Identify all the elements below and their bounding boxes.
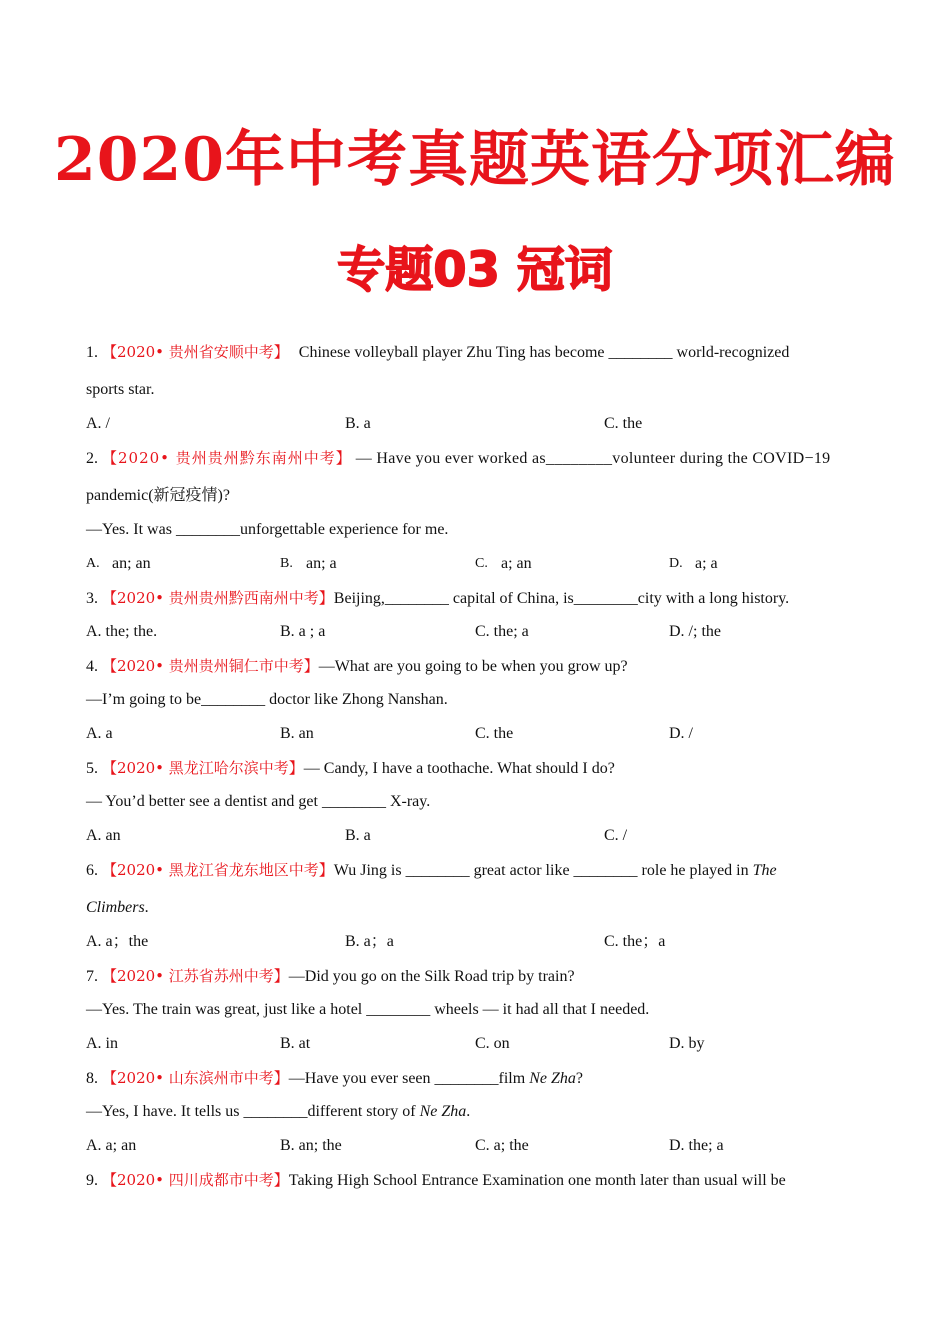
film-title: Climbers (86, 899, 145, 916)
option-d: D. /; the (669, 623, 721, 640)
page-title: 2020年中考真题英语分项汇编 (54, 125, 896, 195)
question-source: 【2020• 黑龙江省龙东地区中考】 (102, 861, 334, 879)
question-number: 2. (86, 450, 98, 467)
option-a: an; an (112, 555, 151, 572)
punctuation: ? (575, 1070, 583, 1087)
question-number: 4. (86, 658, 98, 675)
film-title: The (752, 862, 777, 879)
option-a: A. an (86, 827, 121, 844)
question-5 (86, 758, 615, 779)
options-row (86, 826, 876, 846)
option-b-letter: B. (280, 556, 293, 571)
question-text-cont: — You’d better see a dentist and get ________ X-ray. (86, 793, 431, 810)
question-source: 【2020• 山东滨州市中考】 (102, 1069, 289, 1087)
question-text-cont (86, 1102, 470, 1122)
question-text-cont: —Yes. It was ________unforgettable experience for me. (86, 521, 449, 538)
option-c: C. the; a (475, 623, 529, 640)
option-c: C. a; the (475, 1137, 529, 1154)
film-title: Ne Zha (419, 1103, 467, 1120)
option-b: B. at (280, 1035, 311, 1052)
question-text: —What are you going to be when you grow up? (318, 658, 628, 675)
option-c: C. the；a (604, 933, 666, 950)
question-text: Wu Jing is ________ great actor like ________ role he played in (333, 862, 749, 879)
option-d: D. by (669, 1035, 705, 1052)
option-b: B. a；a (345, 933, 394, 950)
options-row (86, 622, 876, 642)
option-b: B. an; the (280, 1137, 342, 1154)
option-a-letter: A. (86, 556, 100, 571)
question-text-cont: sports star. (86, 381, 155, 398)
question-source: 【2020• 贵州省安顺中考】 (102, 343, 289, 361)
option-b: an; a (306, 555, 337, 572)
punctuation: . (144, 899, 149, 916)
option-b: B. a (345, 827, 371, 844)
question-1 (86, 342, 789, 363)
question-text: Chinese volleyball player Zhu Ting has become ________ world-recognized (298, 344, 790, 361)
question-text-cont: pandemic(新冠疫情)? (86, 487, 230, 504)
options-row (86, 932, 876, 952)
option-c: C. the (475, 725, 514, 742)
question-text: Beijing,________ capital of China, is________city with a long history. (333, 590, 790, 607)
option-a: A. a; an (86, 1137, 137, 1154)
option-d: D. the; a (669, 1137, 724, 1154)
question-text: —Have you ever seen ________film (288, 1070, 526, 1087)
question-number: 6. (86, 862, 98, 879)
question-text-cont: —I’m going to be________ doctor like Zhong Nanshan. (86, 691, 448, 708)
question-source: 【2020• 四川成都市中考】 (102, 1171, 289, 1189)
question-number: 7. (86, 968, 98, 985)
question-text: — Have you ever worked as________volunteer during the COVID−19 (355, 450, 831, 467)
options-row (86, 1034, 876, 1054)
options-row (86, 724, 876, 744)
option-d: D. / (669, 725, 693, 742)
question-source: 【2020• 黑龙江哈尔滨中考】 (102, 759, 304, 777)
option-a: A. the; the. (86, 623, 158, 640)
options-row (86, 414, 876, 434)
question-text: —Yes, I have. It tells us ________different story of (86, 1103, 416, 1120)
film-title: Ne Zha (529, 1070, 576, 1087)
question-number: 1. (86, 344, 98, 361)
option-b: B. a ; a (280, 623, 326, 640)
option-b: B. an (280, 725, 314, 742)
question-6 (86, 860, 777, 881)
option-d-letter: D. (669, 556, 683, 571)
question-number: 5. (86, 760, 98, 777)
question-7 (86, 966, 575, 987)
question-text: — Candy, I have a toothache. What should I do? (303, 760, 615, 777)
question-source: 【2020• 贵州贵州黔东南州中考】 (102, 449, 352, 467)
question-source: 【2020• 贵州贵州黔西南州中考】 (102, 589, 334, 607)
option-a: A. in (86, 1035, 118, 1052)
question-number: 8. (86, 1070, 98, 1087)
option-a: A. a (86, 725, 113, 742)
question-text: Taking High School Entrance Examination one month later than usual will be (288, 1172, 786, 1189)
option-c: C. on (475, 1035, 510, 1052)
option-c: C. / (604, 827, 628, 844)
question-source: 【2020• 贵州贵州铜仁市中考】 (102, 657, 319, 675)
question-2 (86, 448, 830, 469)
option-a: A. a；the (86, 933, 149, 950)
question-number: 3. (86, 590, 98, 607)
page-subtitle: 专题03 冠词 (337, 242, 613, 298)
question-text-cont: —Yes. The train was great, just like a hotel ________ wheels — it had all that I needed. (86, 1001, 650, 1018)
question-text-cont (86, 898, 149, 918)
question-source: 【2020• 江苏省苏州中考】 (102, 967, 289, 985)
question-4 (86, 656, 628, 677)
option-c-letter: C. (475, 556, 488, 571)
question-8 (86, 1068, 583, 1089)
option-c: a; an (501, 555, 532, 572)
options-row (86, 1136, 876, 1156)
punctuation: . (466, 1103, 471, 1120)
question-text: —Did you go on the Silk Road trip by train? (288, 968, 575, 985)
option-b: B. a (345, 415, 371, 432)
question-3 (86, 588, 789, 609)
option-c: C. the (604, 415, 643, 432)
options-row (86, 554, 876, 574)
option-a: A. / (86, 415, 110, 432)
question-9 (86, 1170, 786, 1191)
option-d: a; a (695, 555, 718, 572)
question-number: 9. (86, 1172, 98, 1189)
